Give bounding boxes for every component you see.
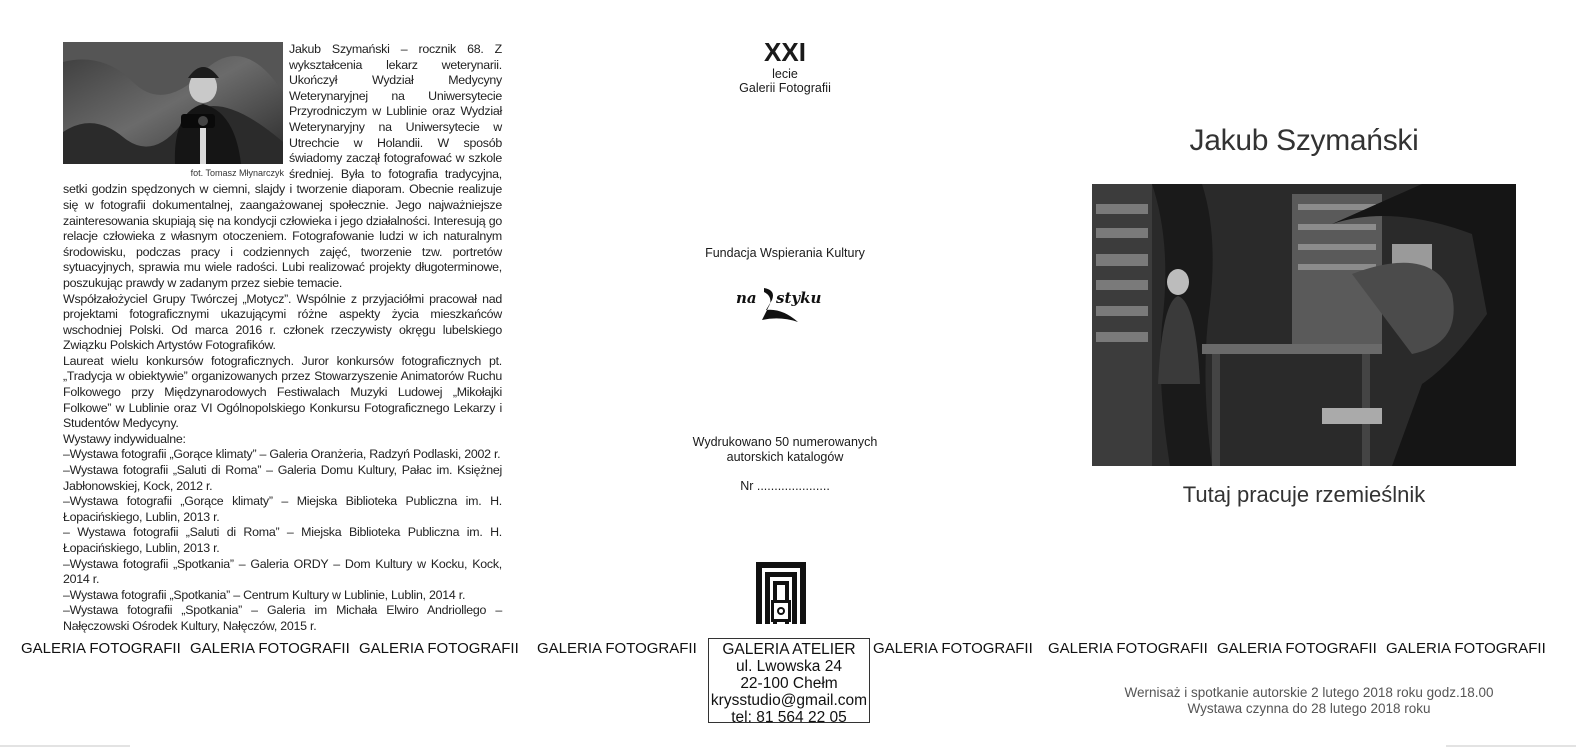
exhibition-item: –Wystawa fotografii „Spotkania” – Centrum Kultury w Lublinie, Lublin, 2014 r. xyxy=(63,587,466,602)
opening-info: Wernisaż i spotkanie autorskie 2 lutego 2018 roku godz.18.00 xyxy=(1124,685,1494,700)
exhibition-item: –Wystawa fotografii „Spotkania” – Galeria im Michała Elwiro Andriollego – Nałęczowski Ośrodek Kultury, Nałęczów, 2015 r. xyxy=(63,603,502,633)
logo-text-na: na xyxy=(736,289,757,307)
photo-credit: fot. Tomasz Młynarczyk xyxy=(190,168,284,178)
foundation-name: Fundacja Wspierania Kultury xyxy=(705,246,865,260)
exhibition-item: – Wystawa fotografii „Saluti di Roma” – Miejska Biblioteka Publiczna im. H. Łopacińskiego, Lublin, 2013 r. xyxy=(63,525,502,555)
gallery-city: 22-100 Chełm xyxy=(740,675,838,692)
anniversary-number: XXI xyxy=(764,37,806,67)
print-info xyxy=(680,435,890,465)
gallery-address-box xyxy=(708,638,870,726)
anniversary-line: Galerii Fotografii xyxy=(739,81,831,95)
bio-paragraph: Laureat wielu konkursów fotograficznych. Juror konkursów fotograficznych pt. „Tradycja w obiektywie” organizowanych przez Stowarzyszenie Animatorów Ruchu Folkowego przy Międzynarodowych Festiwalach Muzyki Ludowej „Mikołajki Folkowe” w Lublinie oraz VI Ogólnopolskiego Konkursu Fotograficznego Lekarzy i Studentów Medycyny. xyxy=(63,353,502,431)
anniversary-line: lecie xyxy=(772,67,798,81)
exhibition-item: –Wystawa fotografii „Gorące klimaty” – Miejska Biblioteka Publiczna im. H. Łopacińskiego, Lublin, 2013 r. xyxy=(63,494,502,524)
gallery-name: GALERIA ATELIER xyxy=(722,641,856,658)
galeria-label: GALERIA FOTOGRAFII xyxy=(537,640,697,657)
anniversary-caption xyxy=(680,67,890,95)
exhibition-photo xyxy=(1092,184,1516,466)
galeria-label: GALERIA FOTOGRAFII xyxy=(21,640,181,657)
exhibition-dates xyxy=(1092,685,1526,717)
galeria-label: GALERIA FOTOGRAFII xyxy=(359,640,519,657)
gallery-logo-icon xyxy=(756,562,806,624)
exhibition-item: –Wystawa fotografii „Gorące klimaty” – Galeria Oranżeria, Radzyń Podlaski, 2002 r. xyxy=(63,447,501,462)
bio-paragraph: Jakub Szymański – rocznik 68. Z wykształcenia lekarz weterynarii. Ukończył Wydział Medycyny Weterynaryjnej na Uniwersytecie Przyrodniczym w Lublinie oraz Wydział Weterynaryjny na Uniwersytecie w Utrechcie w Holandii. W sposób świadomy zaczął fotografować w szkole średniej. Była to fotografia tradycyjna, setki godzin spędzonych w ciemni, slajdy i tworzenie diaporam. Obecnie realizuje się w fotografii dokumentalnej, zaangażowanej społecznie. Jego najważniejsze zainteresowania skupiają się na kondycji człowieka i jego działalności. Interesują go relacje człowieka z własnym otoczeniem. Fotografowanie ludzi w ich naturalnym środowisku, podczas pracy i codziennych zajęć, tworzenie tzw. portretów sytuacyjnych, sprawia mu wiele radości. Lubi realizować projekty długoterminowe, poszukując prawdy w zadanym przez siebie temacie. xyxy=(63,42,502,290)
gallery-phone: tel: 81 564 22 05 xyxy=(731,709,847,726)
catalog-number: Nr ..................... xyxy=(740,479,830,493)
logo-text-styku: styku xyxy=(776,289,822,307)
print-line: autorskich katalogów xyxy=(726,450,844,464)
artist-biography xyxy=(63,42,502,635)
galeria-label: GALERIA FOTOGRAFII xyxy=(190,640,350,657)
galeria-label: GALERIA FOTOGRAFII xyxy=(1386,640,1546,657)
galeria-label: GALERIA FOTOGRAFII xyxy=(1217,640,1377,657)
exhibition-item: –Wystawa fotografii „Saluti di Roma” – Galeria Domu Kultury, Pałac im. Księżnej Jabłonowskiej, Kock, 2012 r. xyxy=(63,463,502,493)
artist-name: Jakub Szymański xyxy=(1189,124,1419,157)
galeria-label: GALERIA FOTOGRAFII xyxy=(1048,640,1208,657)
exhibition-item: –Wystawa fotografii „Spotkania” – Galeria ORDY – Dom Kultury w Kocku, Kock, 2014 r. xyxy=(63,556,502,587)
gallery-street: ul. Lwowska 24 xyxy=(736,658,842,675)
bio-paragraph: Współzałożyciel Grupy Twórczej „Motycz”. Wspólnie z przyjaciółmi pracował nad projektami fotograficznymi ukazującymi różne aspekty życia mieszkańców wschodniej Polski. Od marca 2016 r. członek rzeczywisty okręgu lubelskiego Związku Polskich Artystów Fotografików. xyxy=(63,291,502,353)
gallery-email[interactable]: krysstudio@gmail.com xyxy=(710,692,868,709)
page-edge xyxy=(0,745,130,747)
galeria-label: GALERIA FOTOGRAFII xyxy=(873,640,1033,657)
exhibition-title: Tutaj pracuje rzemieślnik xyxy=(1182,482,1426,507)
print-line: Wydrukowano 50 numerowanych xyxy=(692,435,878,449)
page-edge xyxy=(1446,745,1576,747)
exhibitions-heading: Wystawy indywidualne: xyxy=(63,431,186,446)
na-styku-logo xyxy=(736,286,832,324)
closing-info: Wystawa czynna do 28 lutego 2018 roku xyxy=(1187,701,1431,716)
